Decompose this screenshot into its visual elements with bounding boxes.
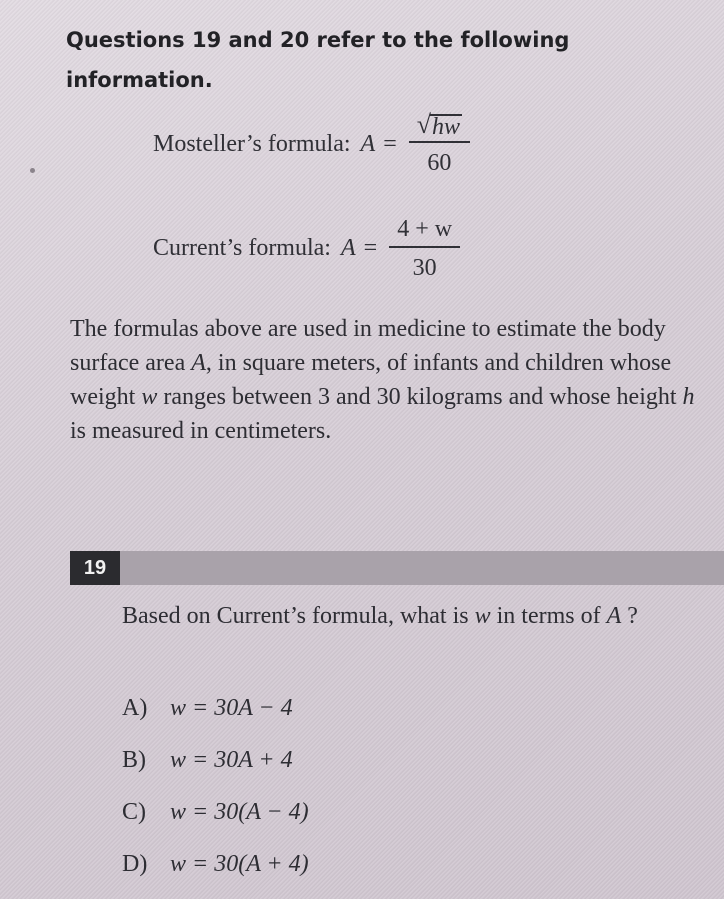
choice-b[interactable] [122,734,309,786]
info-paragraph [70,312,700,448]
mosteller-label: Mosteller’s formula: [153,131,351,157]
current-formula [153,215,460,282]
current-fraction [389,215,460,282]
question-text: Based on Current’s formula, what is [122,603,475,629]
variable-w: w [141,384,158,410]
paragraph-text: The formulas above are used in medicine to estimate the body surface area [70,316,666,376]
variable-w: w [474,603,491,629]
question-text: ? [621,603,638,629]
question-header-bar [70,551,724,585]
paragraph-text: , in square meters, of infants and children whose weight [70,350,672,410]
current-denominator: 30 [412,255,437,281]
choice-expression: w = 30(A − 4) [170,798,309,825]
square-root-icon: √ [416,110,432,139]
mosteller-radicand: hw [432,114,461,140]
mosteller-denominator: 60 [427,150,452,176]
paragraph-text: is measured in centimeters. [70,418,332,444]
mosteller-fraction [409,112,470,177]
question-number-badge: 19 [70,551,120,585]
variable-h: h [682,384,695,410]
paragraph-text: ranges between 3 and 30 kilograms and whose height [157,384,683,410]
current-equals: = [363,235,378,261]
choice-letter: A) [122,694,148,721]
questions-heading: Questions 19 and 20 refer to the following information. [66,28,570,92]
current-numerator: 4 + w [389,215,460,248]
choice-c[interactable] [122,786,309,838]
current-lhs: A [340,235,356,261]
choice-letter: B) [122,746,146,773]
choice-d[interactable] [122,838,309,890]
mosteller-formula [153,112,470,177]
mosteller-numerator [409,112,470,143]
current-label: Current’s formula: [153,235,331,261]
mosteller-lhs: A [360,131,376,157]
choice-expression: w = 30A + 4 [170,746,293,773]
choice-letter: D) [122,850,148,877]
mosteller-equals: = [383,131,397,157]
choice-letter: C) [122,798,146,825]
variable-a: A [191,350,206,376]
answer-choices [122,682,309,890]
choice-a[interactable] [122,682,309,734]
question-text: in terms of [490,603,607,629]
question-prompt [122,600,702,632]
choice-expression: w = 30(A + 4) [170,850,309,877]
choice-expression: w = 30A − 4 [170,694,293,721]
variable-a: A [606,603,622,629]
stray-mark [30,168,35,173]
